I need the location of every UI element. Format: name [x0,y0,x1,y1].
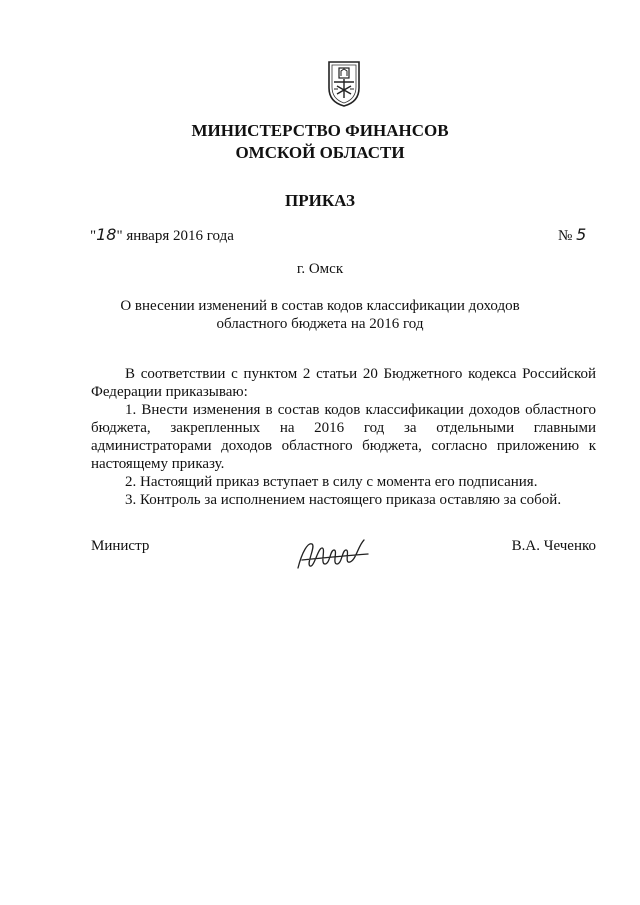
clause-1: 1. Внести изменения в состав кодов классификации доходов областного бюджета, закрепленных на 2016 год за отдельными главными администраторами доходов областного бюджета, согласно приложению к настоящему приказу. [91,402,596,472]
ministry-line-2: ОМСКОЙ ОБЛАСТИ [235,143,405,162]
date-day-handwritten: 18 [96,225,117,244]
ministry-line-1: МИНИСТЕРСТВО ФИНАНСОВ [191,121,449,140]
order-date [90,225,234,245]
signature-icon [292,534,372,574]
order-subject [100,297,540,333]
coat-of-arms-icon [326,58,362,108]
subject-line-1: О внесении изменений в состав кодов классификации доходов [120,298,520,314]
city-line: г. Омск [296,261,344,277]
clause-2: 2. Настоящий приказ вступает в силу с момента его подписания. [125,474,538,490]
ministry-name [120,120,520,164]
preamble-paragraph: В соответствии с пунктом 2 статьи 20 Бюджетного кодекса Российской Федерации приказываю: [91,366,596,400]
order-number [558,225,586,245]
clause-3: 3. Контроль за исполнением настоящего приказа оставляю за собой. [125,492,562,508]
subject-line-2: областного бюджета на 2016 год [216,316,424,332]
order-body [91,365,596,509]
document-title: ПРИКАЗ [285,191,355,210]
date-open-quote: " [90,228,97,244]
signer-title: Министр [91,538,150,554]
signer-name: В.А. Чеченко [511,538,596,554]
number-label: № [558,228,573,244]
date-month-year: января 2016 года [126,228,234,244]
date-close-quote: " [116,228,123,244]
number-value-handwritten: 5 [576,225,587,244]
